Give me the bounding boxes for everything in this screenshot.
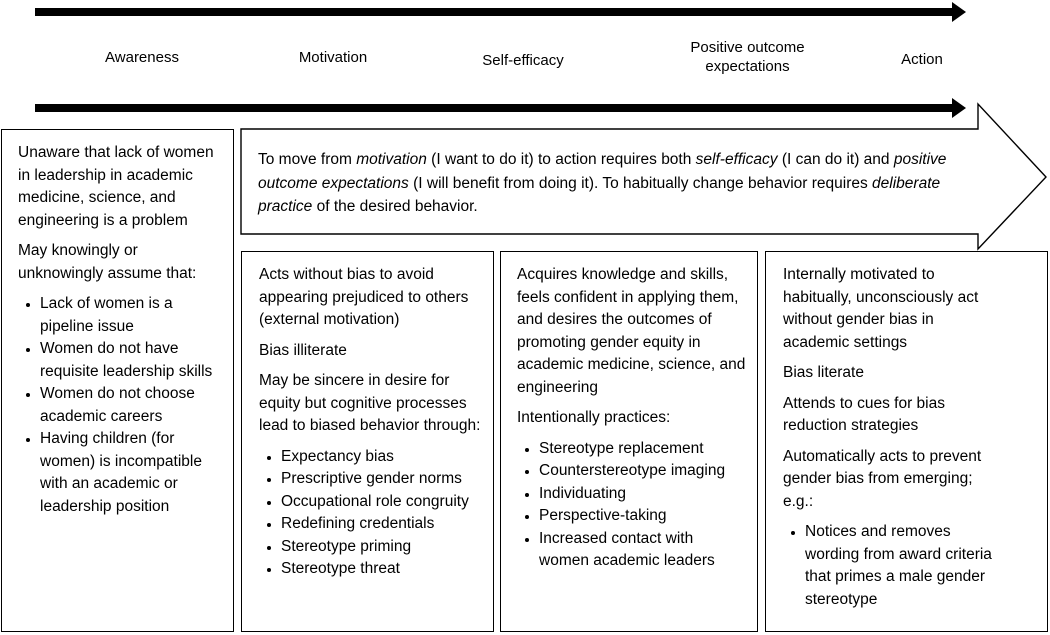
list-item: • Perspective-taking (539, 505, 747, 528)
box-self-efficacy (500, 251, 758, 632)
stage-motivation: Motivation (298, 49, 368, 66)
motivation-bias-status: Bias illiterate (259, 341, 347, 359)
list-item: • Individuating (539, 483, 747, 506)
awareness-description: Unaware that lack of women in leadership in academic medicine, science, and engineering is a problem (18, 144, 214, 229)
box-action (765, 251, 1048, 632)
stage-self-efficacy: Self-efficacy (482, 52, 564, 69)
list-item: • Prescriptive gender norms (281, 468, 483, 491)
list-item: • Increased contact with women academic leaders (539, 528, 747, 573)
action-cues: Attends to cues for bias reduction strategies (783, 394, 945, 434)
self-efficacy-practices-intro: Intentionally practices: (517, 409, 671, 426)
top-progress-arrow (35, 2, 966, 22)
list-item: • Women do not choose academic careers (40, 383, 223, 428)
self-efficacy-description: Acquires knowledge and skills, feels confident in applying them, and desires the outcomes of promoting gender equity in academic medicine, science, and engineering (517, 266, 746, 396)
action-prevention-intro: Automatically acts to prevent gender bias from emerging; e.g.: (783, 447, 982, 510)
list-item: • Expectancy bias (281, 446, 483, 469)
stage-awareness: Awareness (105, 49, 179, 66)
stage-action: Action (901, 51, 943, 68)
box-motivation (241, 251, 494, 632)
list-item: • Lack of women is a pipeline issue (40, 293, 223, 338)
list-item: • Notices and removes wording from award criteria that primes a male gender stereotype (805, 521, 1001, 611)
list-item: • Having children (for women) is incompatible with an academic or leadership position (40, 428, 223, 518)
list-item: • Stereotype replacement (539, 438, 747, 461)
motivation-bias-list (259, 446, 483, 581)
list-item: • Stereotype priming (281, 536, 483, 559)
list-item: • Counterstereotype imaging (539, 460, 747, 483)
list-item: • Stereotype threat (281, 558, 483, 581)
action-bias-status: Bias literate (783, 364, 864, 381)
box-awareness (1, 129, 234, 632)
stage-positive-outcome-expectations: Positive outcome expectations (690, 39, 805, 75)
action-description: Internally motivated to habitually, unconsciously act without gender bias in academic settings (783, 266, 979, 351)
self-efficacy-practices-list (517, 438, 747, 573)
list-item: • Women do not have requisite leadership skills (40, 338, 223, 383)
action-examples-list (783, 521, 1001, 611)
awareness-assumptions-intro: May knowingly or unknowingly assume that: (18, 242, 197, 282)
block-arrow-text: To move from motivation (I want to do it) to action requires both self-efficacy (I can do it) and positive outcome expectations (I will benefit from doing it). To habitually change behavior requires deliberate practice of the desired behavior. (258, 151, 947, 215)
motivation-description: Acts without bias to avoid appearing prejudiced to others (external motivation) (259, 266, 469, 328)
awareness-assumptions-list (18, 293, 223, 518)
list-item: • Redefining credentials (281, 513, 483, 536)
list-item: • Occupational role congruity (281, 491, 483, 514)
motivation-process-intro: May be sincere in desire for equity but cognitive processes lead to biased behavior through: (259, 372, 481, 434)
middle-progress-arrow (35, 98, 966, 118)
